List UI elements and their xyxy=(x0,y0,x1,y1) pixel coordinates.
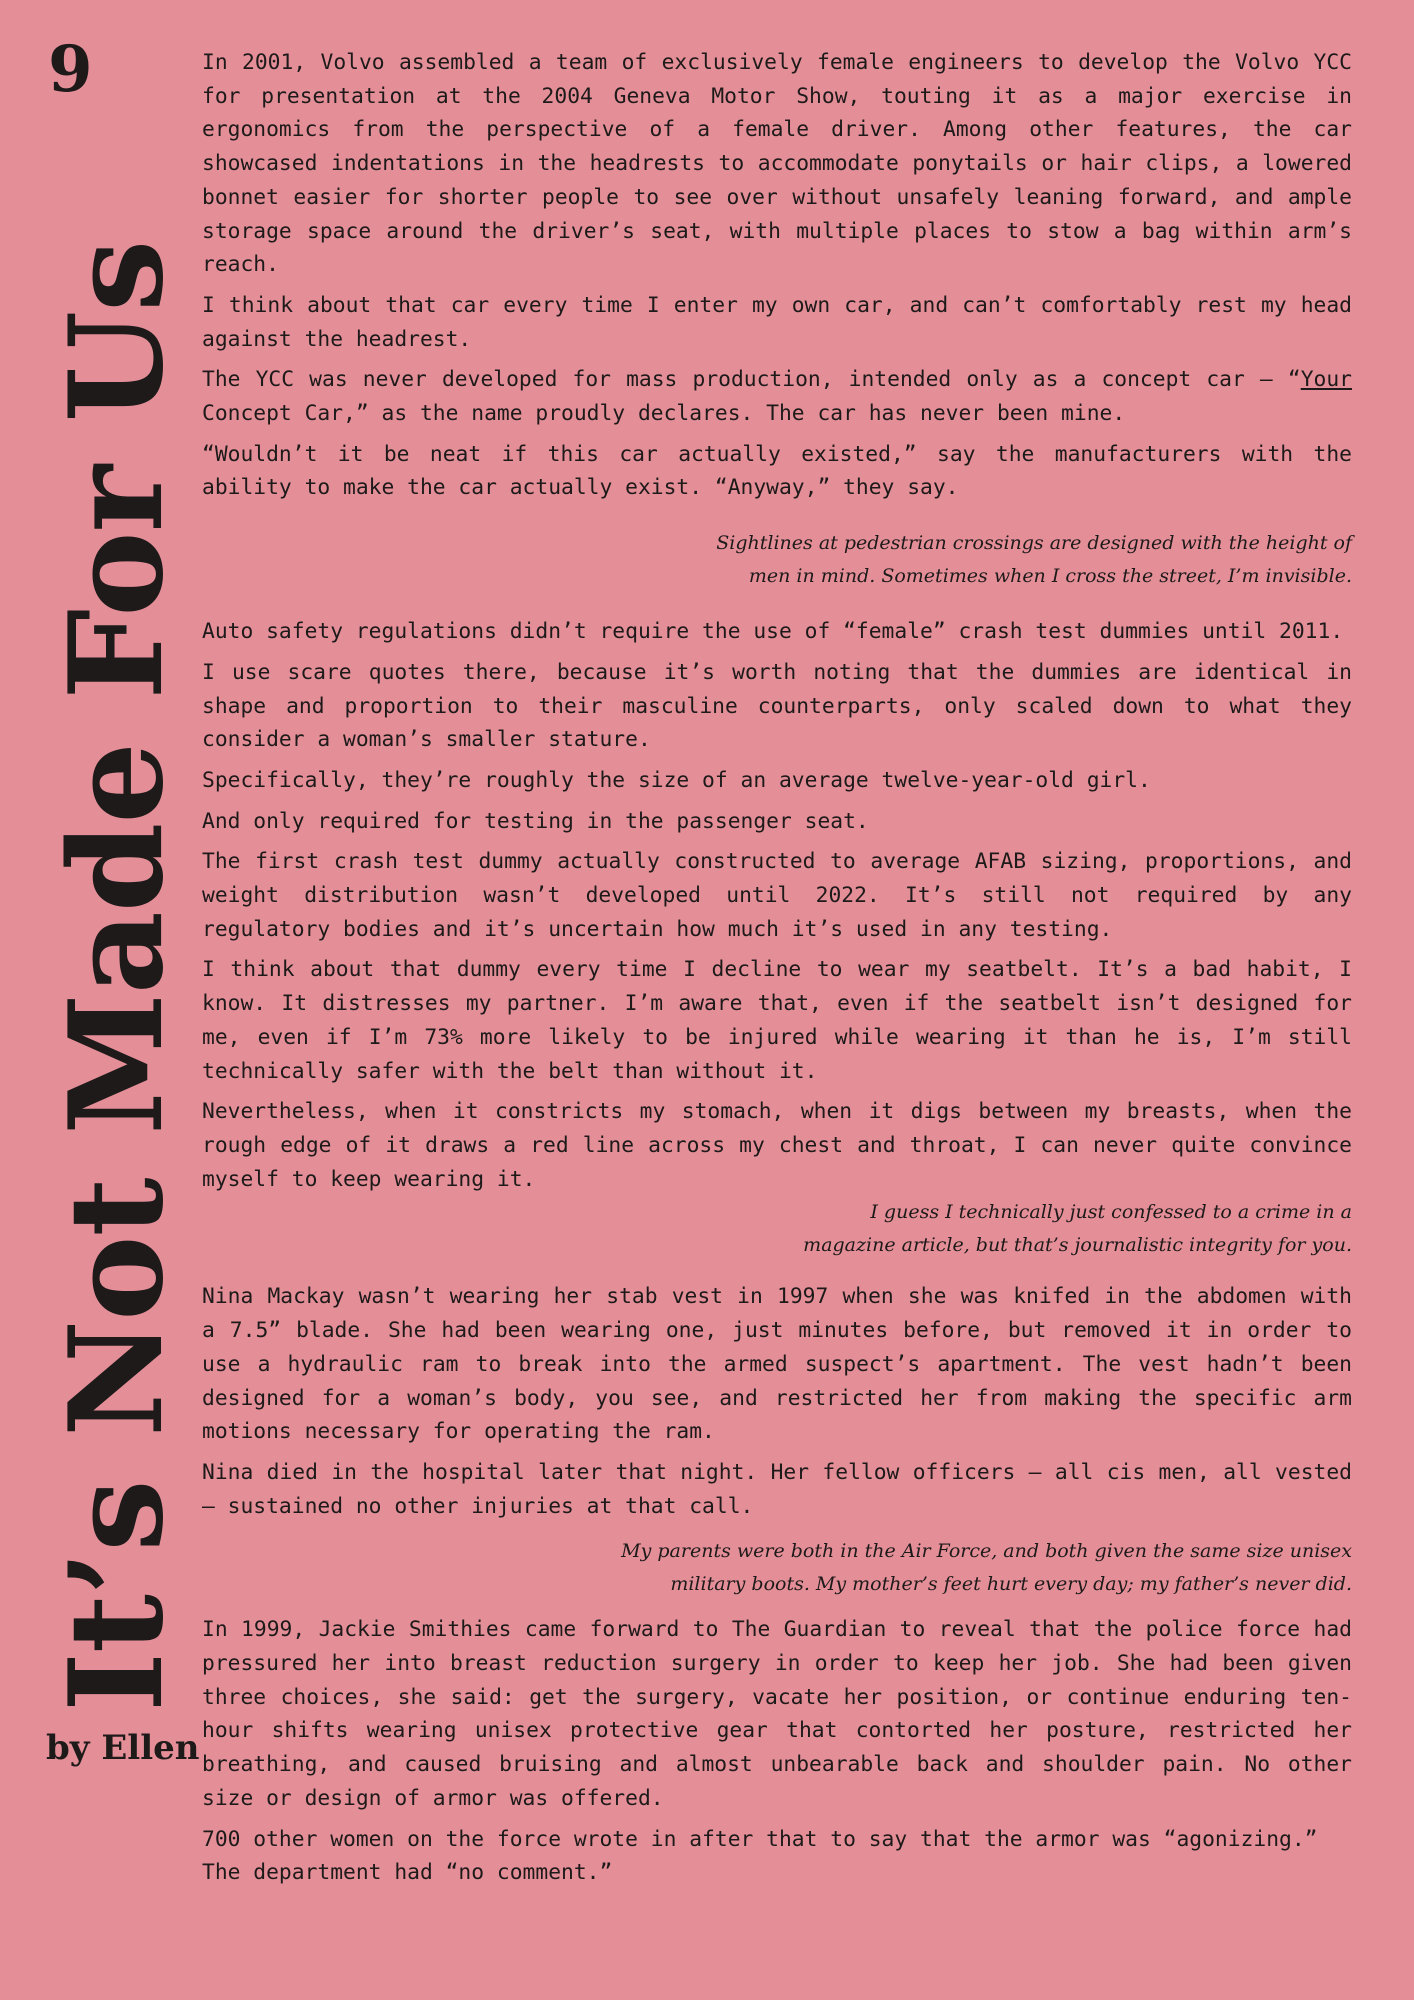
paragraph: I think about that dummy every time I decline to wear my seatbelt. It’s a bad habit, I know. It distresses my partner. I’m aware that, even if the seatbelt isn’t designed for me, even if I’m 73% more likely to be injured while wearing it than he is, I’m still technically safer with the belt than without it. xyxy=(202,957,1352,1084)
author-byline: by Ellen xyxy=(46,1728,200,1768)
paragraph: I think about that car every time I enter my own car, and can’t comfortably rest my head against the headrest. xyxy=(202,292,1352,352)
paragraph: Nevertheless, when it constricts my stomach, when it digs between my breasts, when the rough edge of it draws a red line across my chest and throat, I can never quite convince myself to keep wearing it. xyxy=(202,1099,1352,1192)
paragraph: The YCC was never developed for mass production, intended only as a concept car – “Your Concept Car,” as the name proudly declares. The car has never been mine. xyxy=(202,367,1352,427)
underlined-word: Your xyxy=(1300,367,1352,393)
paragraph: And only required for testing in the passenger seat. xyxy=(202,808,869,834)
paragraph: Auto safety regulations didn’t require the use of “female” crash test dummies until 2011. xyxy=(202,619,1344,645)
article-title: It’s Not Made For Us xyxy=(42,240,192,1712)
aside-note: My parents were both in the Air Force, and both given the same size unisex military boots. My mother’s feet hurt every day; my father’s never did. xyxy=(621,1540,1352,1596)
paragraph: I use scare quotes there, because it’s worth noting that the dummies are identical in shape and proportion to their masculine counterparts, only scaled down to what they consider a woman’s smaller stature. xyxy=(202,659,1352,753)
paragraph: Nina Mackay wasn’t wearing her stab vest in 1997 when she was knifed in the abdomen with a 7.5” blade. She had been wearing one, just minutes before, but removed it in order to use a hydraulic ram to break into the armed suspect’s apartment. The vest hadn’t been designed for a woman’s body, you see, and restricted her from making the specific arm motions necessary for operating the ram. xyxy=(202,1284,1352,1445)
paragraph: 700 other women on the force wrote in after that to say that the armor was “agonizing.” The department had “no comment.” xyxy=(202,1826,1318,1886)
paragraph: “Wouldn’t it be neat if this car actually existed,” say the manufacturers with the ability to make the car actually exist. “Anyway,” they say. xyxy=(202,441,1352,501)
paragraph: Nina died in the hospital later that night. Her fellow officers – all cis men, all vested – sustained no other injuries at that call. xyxy=(202,1459,1352,1519)
aside-note: I guess I technically just confessed to a crime in a magazine article, but that’s journalistic integrity for you. xyxy=(803,1201,1352,1257)
paragraph: The first crash test dummy actually constructed to average AFAB sizing, proportions, and weight distribution wasn’t developed until 2022. It’s still not required by any regulatory bodies and it’s uncertain how much it’s used in any testing. xyxy=(202,849,1352,942)
article-body xyxy=(202,46,1352,1897)
aside-note: Sightlines at pedestrian crossings are designed with the height of men in mind. Sometimes when I cross the street, I’m invisible. xyxy=(716,532,1352,588)
page-number: 9 xyxy=(48,32,93,107)
paragraph: Specifically, they’re roughly the size of an average twelve-year-old girl. xyxy=(202,767,1151,793)
paragraph: In 2001, Volvo assembled a team of exclusively female engineers to develop the Volvo YCC for presentation at the 2004 Geneva Motor Show, touting it as a major exercise in ergonomics from the perspective of a female driver. Among other features, the car showcased indentations in the headrests to accommodate ponytails or hair clips, a lowered bonnet easier for shorter people to see over without unsafely leaning forward, and ample storage space around the driver’s seat, with multiple places to stow a bag within arm’s reach. xyxy=(202,50,1352,278)
paragraph: In 1999, Jackie Smithies came forward to The Guardian to reveal that the police force had pressured her into breast reduction surgery in order to keep her job. She had been given three choices, she said: get the surgery, vacate her position, or continue enduring ten-hour shifts wearing unisex protective gear that contorted her posture, restricted her breathing, and caused bruising and almost unbearable back and shoulder pain. No other size or design of armor was offered. xyxy=(202,1617,1352,1811)
